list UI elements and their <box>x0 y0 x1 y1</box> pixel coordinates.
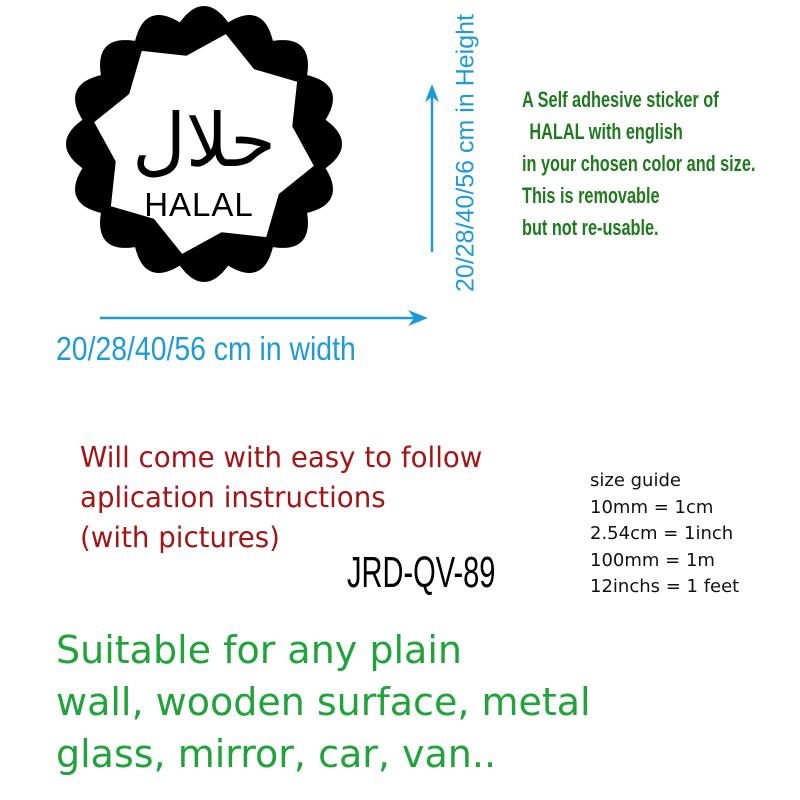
height-label-text: 20/28/40/56 cm in Height <box>451 14 480 292</box>
width-dimension-label: 20/28/40/56 cm in width <box>56 330 356 367</box>
size-guide-row: 100mm = 1m <box>590 549 715 571</box>
description-line: This is removable <box>522 183 660 208</box>
description-line: HALAL with english <box>529 119 683 144</box>
size-guide-title: size guide <box>590 470 681 491</box>
product-code: JRD-QV-89 <box>347 548 496 597</box>
instructions-line: aplication instructions <box>80 481 386 514</box>
suitable-surfaces <box>56 624 591 780</box>
product-description <box>522 84 755 244</box>
description-line: A Self adhesive sticker of <box>522 87 719 112</box>
instructions-line: (with pictures) <box>80 521 280 554</box>
height-arrow <box>420 80 444 260</box>
size-guide-row: 10mm = 1cm <box>590 496 714 518</box>
instructions-line: Will come with easy to follow <box>80 441 483 474</box>
description-line: in your chosen color and size. <box>522 151 756 176</box>
size-guide-row: 12inchs = 1 feet <box>590 576 740 597</box>
suitable-line: wall, wooden surface, metal <box>56 680 591 724</box>
logo-arabic-text: حلال <box>132 98 276 184</box>
instructions-note <box>80 438 482 558</box>
size-guide-row: 2.54cm = 1inch <box>590 523 734 544</box>
suitable-line: glass, mirror, car, van.. <box>56 732 497 776</box>
width-arrow <box>96 306 432 330</box>
logo-english-text: HALAL <box>144 186 254 223</box>
description-line: but not re-usable. <box>522 215 659 240</box>
suitable-line: Suitable for any plain <box>56 628 462 672</box>
size-guide <box>590 468 739 601</box>
halal-logo <box>66 6 342 282</box>
